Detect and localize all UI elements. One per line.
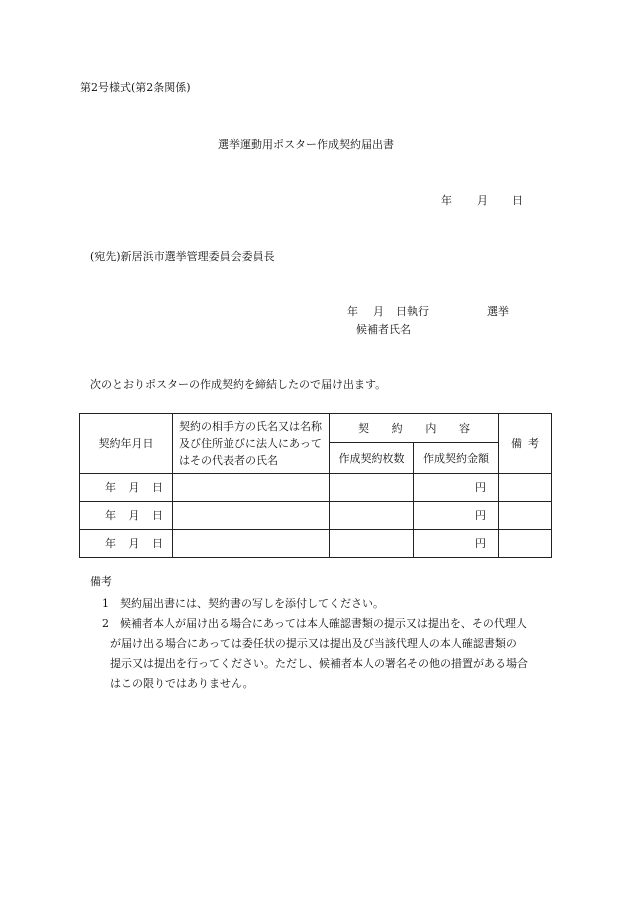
table-row (80, 502, 552, 530)
date-month-label: 月 (477, 194, 488, 207)
row-month-label: 月 (128, 536, 140, 550)
row-counterparty-cell[interactable] (173, 502, 330, 530)
note-number: 1 (102, 597, 109, 610)
row-amount-cell[interactable]: 円 (414, 502, 499, 530)
row-counterparty-cell[interactable] (173, 474, 330, 502)
header-contract-count: 作成契約枚数 (330, 443, 414, 474)
row-year-label: 年 (105, 536, 116, 550)
row-counterparty-cell[interactable] (173, 530, 330, 558)
row-remarks-cell[interactable] (499, 474, 552, 502)
row-count-cell[interactable] (330, 474, 414, 502)
header-contract-content (330, 414, 499, 443)
header-remarks (499, 414, 552, 474)
date-day-label: 日 (512, 194, 523, 207)
table-row (80, 474, 552, 502)
header-contract-amount: 作成契約金額 (414, 443, 499, 474)
exec-year-label: 年 (347, 305, 358, 318)
row-month-label: 月 (128, 480, 140, 494)
row-date-cell (80, 530, 173, 558)
row-amount-cell[interactable]: 円 (414, 474, 499, 502)
note-text: 候補者本人が届け出る場合にあっては本人確認書類の提示又は提出を、その代理人 (120, 617, 527, 630)
contract-table (79, 413, 552, 558)
note-text: 提示又は提出を行ってください。ただし、候補者本人の署名その他の措置がある場合 (110, 657, 528, 670)
exec-month-label: 月 (373, 305, 384, 318)
election-label: 選挙 (487, 305, 509, 318)
row-date-cell (80, 474, 173, 502)
row-remarks-cell[interactable] (499, 530, 552, 558)
header-content-char: 容 (458, 421, 470, 435)
header-remarks-char: 備 (511, 436, 522, 450)
row-year-label: 年 (105, 508, 116, 522)
header-contract-date: 契約年月日 (80, 414, 173, 474)
header-content-char: 約 (391, 421, 403, 435)
row-day-label: 日 (152, 508, 163, 522)
header-content-char: 契 (358, 421, 369, 435)
document-title: 選挙運動用ポスター作成契約届出書 (218, 138, 394, 151)
header-remarks-char: 考 (528, 436, 539, 450)
row-year-label: 年 (105, 480, 116, 494)
intro-text: 次のとおりポスターの作成契約を締結したので届け出ます。 (90, 378, 387, 391)
form-number: 第2号様式(第2条関係) (80, 81, 191, 94)
row-month-label: 月 (128, 508, 140, 522)
note-text: が届け出る場合にあっては委任状の提示又は提出及び当該代理人の本人確認書類の (110, 637, 517, 650)
row-date-cell (80, 502, 173, 530)
row-count-cell[interactable] (330, 502, 414, 530)
row-day-label: 日 (152, 536, 163, 550)
table-row (80, 530, 552, 558)
row-count-cell[interactable] (330, 530, 414, 558)
notes-heading: 備考 (90, 575, 112, 588)
addressee: (宛先)新居浜市選挙管理委員会委員長 (90, 250, 275, 263)
row-day-label: 日 (152, 480, 163, 494)
note-text: 契約届出書には、契約書の写しを添付してください。 (120, 597, 384, 610)
note-number: 2 (102, 617, 109, 630)
candidate-name-label: 候補者氏名 (356, 323, 411, 336)
note-text: はこの限りではありません。 (110, 677, 254, 690)
exec-day-label: 日執行 (396, 305, 429, 318)
header-content-char: 内 (425, 421, 437, 435)
date-year-label: 年 (441, 194, 452, 207)
header-counterparty: 契約の相手方の氏名又は名称及び住所並びに法人にあってはその代表者の氏名 (173, 414, 330, 474)
row-amount-cell[interactable]: 円 (414, 530, 499, 558)
row-remarks-cell[interactable] (499, 502, 552, 530)
